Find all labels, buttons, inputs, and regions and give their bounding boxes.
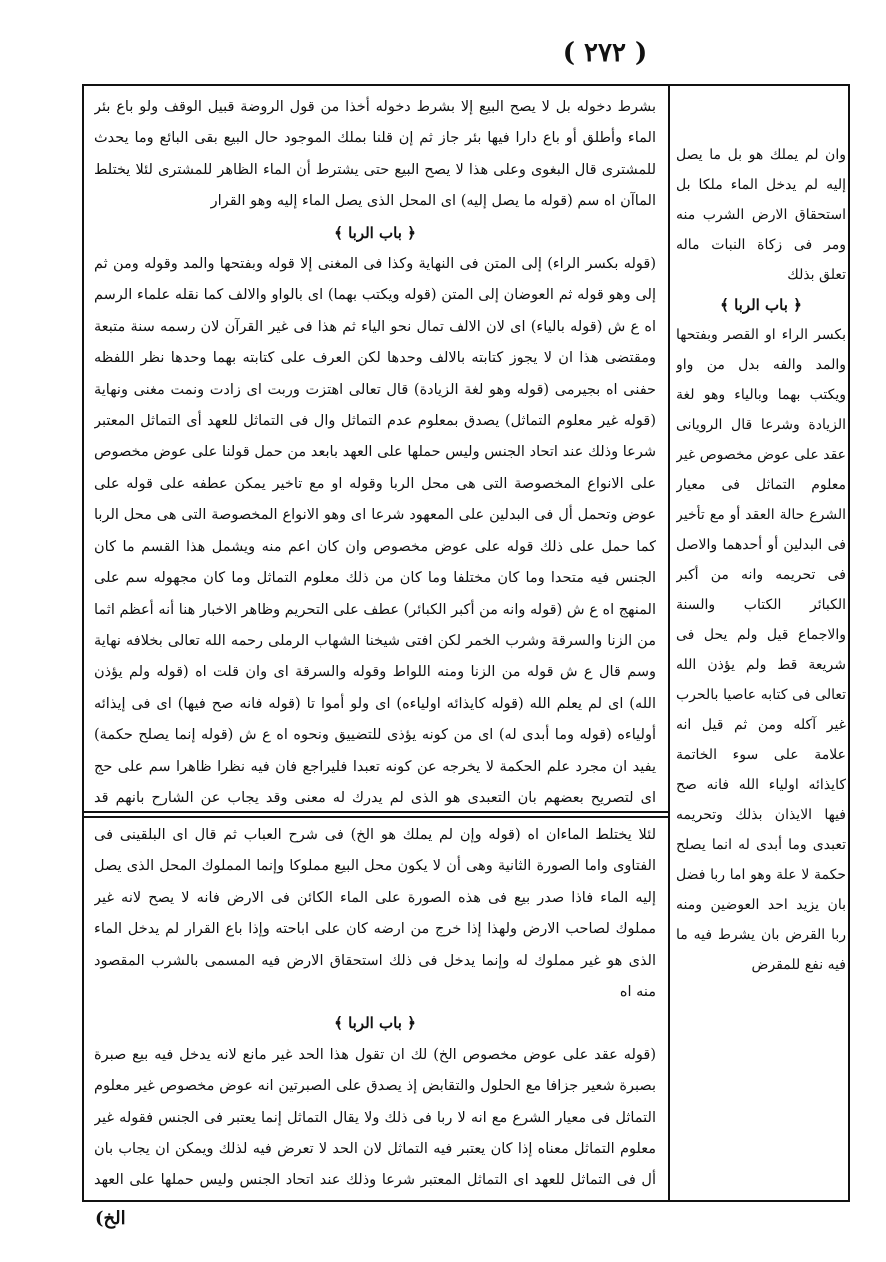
lower-commentary [94,820,656,1196]
side-main-text [676,140,846,1180]
upper-commentary [94,92,656,808]
side-paragraph-2: بكسر الراء او القصر وبفتحها والمد والفه بدل من واو ويكتب بهما وبالياء وهو لغة الزيادة وشرعا قال الرويانى عقد على عوض مخصوص غير معلوم التماثل فى معيار الشرع حالة العقد أو مع تأخير فى البدلين أو أحدهما والاصل فى تحريمه وانه من أكبر الكبائر الكتاب والسنة والاجماع قيل ولم يحل فى شريعة قط ولم يؤذن الله تعالى فى كتابه عاصيا بالحرب غير آكله ومن ثم قيل انه علامة على سوء الخاتمة كايذائه اولياء الله فانه صح فيها الايذان بذلك وتحريمه تعبدى وما أبدى له انما يصلح حكمة لا علة وهو اما ربا فضل بان يزيد احد العوضين ومنه ربا القرض بان يشرط فيه ما فيه نفع للمقرض [676,327,846,973]
upper-chapter-heading: ﴿ باب الربا ﴾ [334,223,416,242]
side-chapter-heading: ﴿ باب الربا ﴾ [720,296,802,314]
footer-catchword: الخ) [95,1208,126,1229]
side-paragraph-1: وان لم يملك هو بل ما يصل إليه لم يدخل الماء ملكا بل استحقاق الارض الشرب منه ومر فى زكاة النبات ماله تعلق بذلك [676,147,846,283]
section-rule-top [84,811,668,813]
column-divider [668,84,670,1202]
page-number: ( ٢٧٢ ) [562,38,648,68]
upper-paragraph-1: بشرط دخوله بل لا يصح البيع إلا بشرط دخوله أخذا من قول الروضة قبيل الوقف ولو باع بئر الماء وأطلق أو باع دارا فيها بئر جاز ثم إن قلنا بملك الموجود حال البيع بقى البائع وما يحدث للمشترى قال البغوى وعلى هذا لا يصح البيع حتى يشترط أن الماء الظاهر للمشترى لئلا يختلط الماآن اه سم (قوله ما يصل إليه) اى المحل الذى يصل الماء إليه وهو القرار [94,99,656,210]
lower-paragraph-2: (قوله عقد على عوض مخصوص الخ) لك ان تقول هذا الحد غير مانع لانه يدخل فيه بيع صبرة بصبرة شعير جزافا مع الحلول والتقابض إذ يصدق على الصبرتين انه عوض مخصوص غير معلوم التماثل فى معيار الشرع مع انه لا ربا فى ذلك ولا يقال التماثل إنما يعتبر فى الجنس فقوله غير معلوم التماثل معناه إذا كان يعتبر فيه التماثل لان الحد لا تعرض فيه لذلك ويمكن ان يجاب بان أل فى التماثل للعهد اى التماثل المعتبر شرعا وذلك عند اتحاد الجنس وليس حملها على العهد [94,1046,656,1189]
upper-paragraph-2: (قوله بكسر الراء) إلى المتن فى النهاية وكذا فى المغنى إلا قوله وبفتحها والمد وقوله ومن ثم إلى وهو قوله ثم العوضان إلى المتن (قوله ويكتب بهما) اى بالواو والالف كما نقله علماء الرسم اه ع ش (قوله بالياء) اى لان الالف تمال نحو الياء ثم هذا فى غير القرآن لان رسمه سنة متبعة ومقتضى هذا ان لا يجوز كتابته بالالف وحدها لكن العرف على كتابته بهما وحدها نظر اللفظه حفنى اه بجيرمى (قوله وهو لغة الزيادة) قال تعالى اهتزت وربت اى زادت ونمت مغنى ونهاية (قوله غير معلوم التماثل) يصدق بمعلوم عدم التماثل وال فى التماثل للعهد أى التماثل المعتبر شرعا وذلك عند اتحاد الجنس وليس حملها على العهد بابعد من حمل قولنا على عوض مخصوص على الانواع المخصوصة التى هى محل الربا وقوله او مع تاخير يمكن عطفه على قوله على عوض وتحمل أل فى البدلين على المعهود شرعا اى وهو الانواع المخصوصة التى هى محل الربا كما حمل على ذلك قوله على عوض مخصوص وان كان اعم منه ويشمل هذا القسم ما كان الجنس فيه متحدا وما كان مختلفا وما كان من ذلك معلوم التماثل وما كان مجهوله سم على المنهج اه ع ش (قوله وانه من أكبر الكبائر) عطف على التحريم وظاهر الاخبار هنا أنه أعظم اثما من الزنا والسرقة وشرب الخمر لكن افتى شيخنا الشهاب الرملى رحمه الله تعالى بخلافه نهاية وسم قال ع ش قوله من الزنا ومنه اللواط وقوله والسرقة اى وان قلت اه (قوله ولم يؤذن الله) اى لم يعلم الله (قوله كايذائه اولياءه) اى ولو أموا تا (قوله فانه صح فيها) اى فى إيذائه أولياءه (قوله وما أبدى له) اى من كونه يؤذى للتضييق ونحوه اه ع ش (قوله إنما يصلح حكمة) يفيد ان مجرد علم الحكمة لا يخرجه عن كونه تعبدا فليراجع فان فيه نظرا ظاهرا سم على حج اى لتصريح بعضهم بان التعبدى هو الذى لم يدرك له معنى وقد يجاب عن الشارح بانهم قد [94,256,656,806]
lower-paragraph-1: لئلا يختلط الماءان اه (قوله وإن لم يملك هو الخ) فى شرح العباب ثم قال اى البلقينى فى الفتاوى واما الصورة الثانية وهى أن لا يكون محل البيع مملوكا وإنما المملوك المحل الذى يصل إليه الماء فاذا صدر بيع فى هذه الصورة على الماء الكائن فى الارض فانه لا يصح لانه غير مملوك لصاحب الارض ولهذا إذا خرج من ارضه كان على اباحته وإذا باع القرار لم يدخل الماء الذى هو غير مملوك له وإنما يدخل فى ذلك استحقاق الارض فيه المسمى بالشرب المقصود منه اه [94,827,656,1001]
section-rule-bottom [84,816,668,818]
lower-chapter-heading: ﴿ باب الربا ﴾ [334,1014,416,1033]
